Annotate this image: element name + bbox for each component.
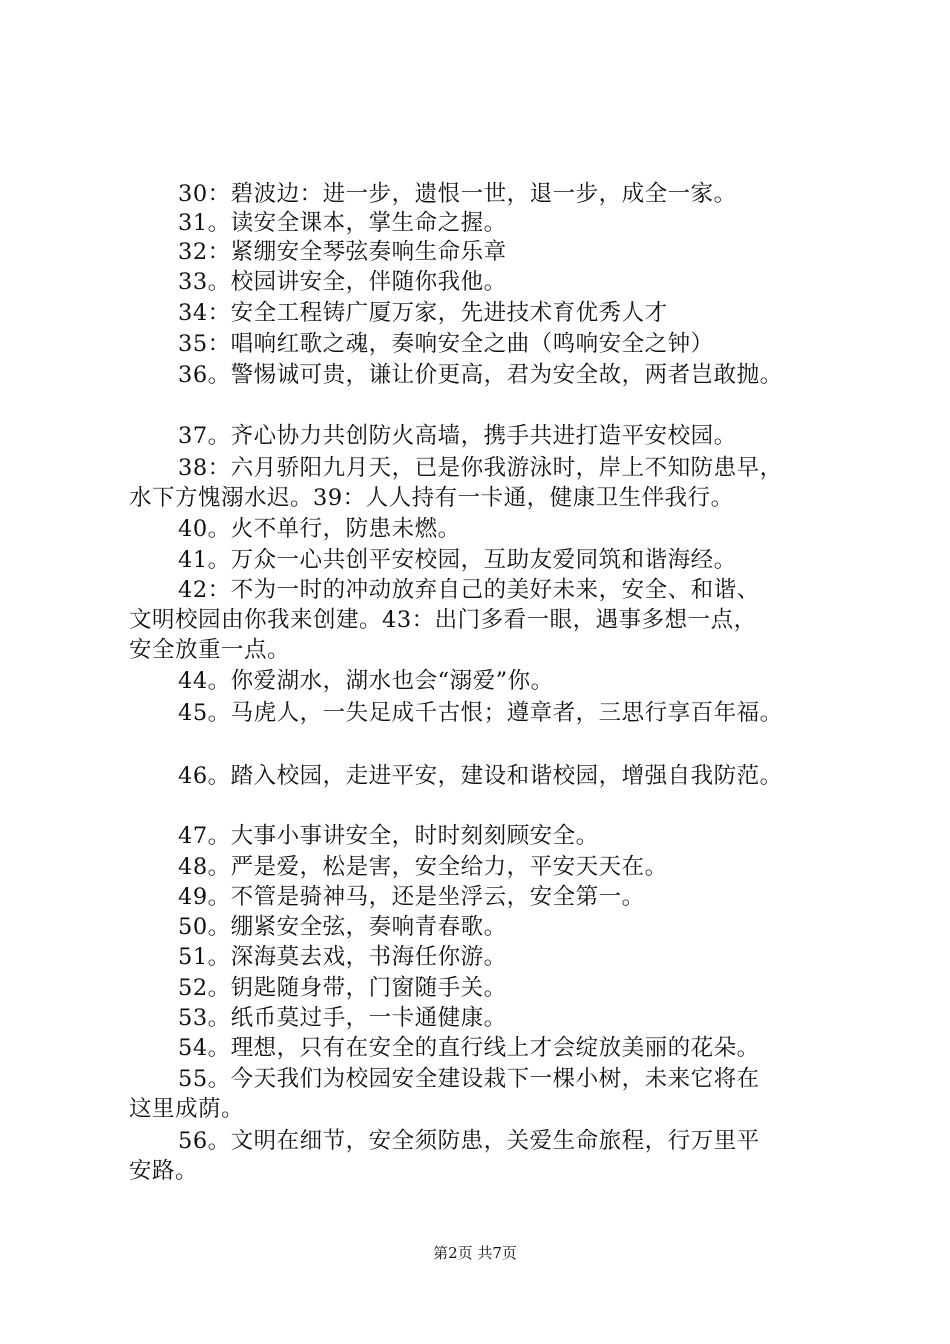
slogan-line-49: 49。不管是骑神马，还是坐浮云，安全第一。 — [178, 884, 645, 910]
slogan-line-55-cont: 这里成荫。 — [129, 1096, 245, 1122]
slogan-line-32: 32：紧绷安全琴弦奏响生命乐章 — [178, 239, 507, 265]
slogan-line-45: 45。马虎人，一失足成千古恨；遵章者，三思行享百年福。 — [178, 700, 783, 726]
slogan-line-37: 37。齐心协力共创防火高墙，携手共进打造平安校园。 — [178, 423, 737, 449]
slogan-line-42: 42：不为一时的冲动放弃自己的美好未来，安全、和谐、 — [178, 577, 760, 603]
slogan-line-53: 53。纸币莫过手，一卡通健康。 — [178, 1005, 507, 1031]
slogan-line-43-cont: 安全放重一点。 — [129, 637, 291, 663]
slogan-line-31: 31。读安全课本，掌生命之握。 — [178, 210, 507, 236]
page-footer: 第2页 共7页 — [433, 1244, 517, 1262]
slogan-line-51: 51。深海莫去戏，书海任你游。 — [178, 944, 507, 970]
slogan-line-48: 48。严是爱，松是害，安全给力，平安天天在。 — [178, 854, 668, 880]
slogan-line-54: 54。理想，只有在安全的直行线上才会绽放美丽的花朵。 — [178, 1035, 760, 1061]
slogan-line-38: 38：六月骄阳九月天，已是你我游泳时，岸上不知防患早， — [178, 455, 783, 481]
slogan-line-56: 56。文明在细节，安全须防患，关爱生命旅程，行万里平 — [178, 1128, 760, 1154]
slogan-line-40: 40。火不单行，防患未燃。 — [178, 516, 461, 542]
slogan-line-47: 47。大事小事讲安全，时时刻刻顾安全。 — [178, 823, 599, 849]
slogan-line-50: 50。绷紧安全弦，奏响青春歌。 — [178, 914, 507, 940]
slogan-line-42-43-cont: 文明校园由你我来创建。43：出门多看一眼，遇事多想一点， — [129, 607, 757, 633]
slogan-line-38-39-cont: 水下方愧溺水迟。39：人人持有一卡通，健康卫生伴我行。 — [129, 485, 734, 511]
slogan-line-56-cont: 安路。 — [129, 1158, 199, 1184]
slogan-line-33: 33。校园讲安全，伴随你我他。 — [178, 269, 507, 295]
slogan-line-34: 34：安全工程铸广厦万家，先进技术育优秀人才 — [178, 300, 668, 326]
slogan-line-36: 36。警惕诚可贵，谦让价更高，君为安全故，两者岂敢抛。 — [178, 362, 783, 388]
slogan-line-30: 30：碧波边：进一步，遗恨一世，退一步，成全一家。 — [178, 181, 737, 207]
slogan-line-55: 55。今天我们为校园安全建设栽下一棵小树，未来它将在 — [178, 1066, 760, 1092]
slogan-line-41: 41。万众一心共创平安校园，互助友爱同筑和谐海经。 — [178, 547, 737, 573]
slogan-line-52: 52。钥匙随身带，门窗随手关。 — [178, 975, 507, 1001]
slogan-line-35: 35：唱响红歌之魂，奏响安全之曲（鸣响安全之钟） — [178, 331, 714, 357]
slogan-line-46: 46。踏入校园，走进平安，建设和谐校园，增强自我防范。 — [178, 763, 783, 789]
slogan-line-44: 44。你爱湖水，湖水也会“溺爱”你。 — [178, 668, 554, 694]
